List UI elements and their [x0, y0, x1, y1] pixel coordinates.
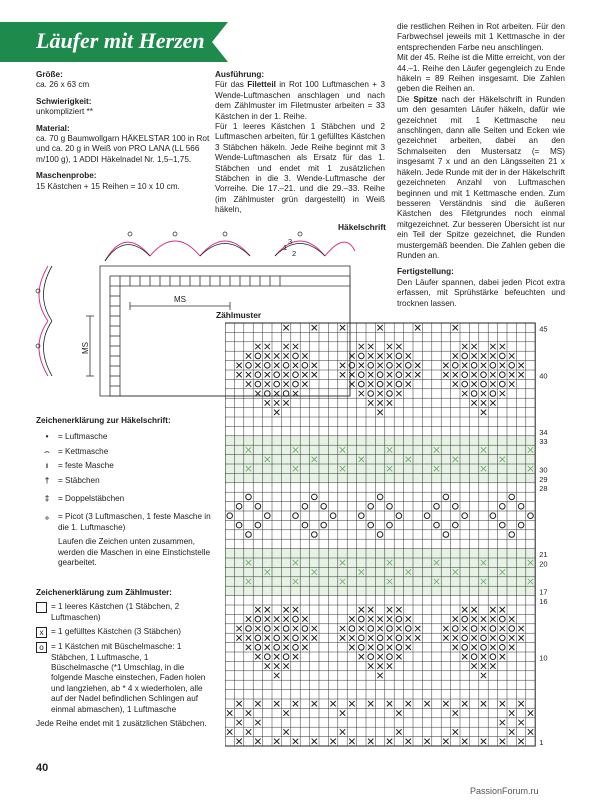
white-row-band — [225, 549, 535, 596]
instructions-label: Ausführung: — [215, 70, 265, 79]
details-section — [36, 70, 211, 198]
legend-item-sc: ı = feste Masche — [45, 461, 114, 471]
legend-item-dc: † = Stäbchen — [44, 475, 100, 485]
row-number: 33 — [539, 437, 548, 447]
watermark: PassionForum.ru — [470, 786, 539, 796]
size-label: Größe: — [36, 70, 63, 79]
material-value: ca. 70 g Baumwollgarn HÄKELSTAR 100 in Rot und ca. 20 g in Weiß von PRO LANA (LL 566 m/100 g), 1 ADDI Häkelnadel Nr. 1,5–1,75. — [36, 134, 210, 164]
page-title: Läufer mit Herzen — [36, 28, 205, 53]
counting-chart — [225, 320, 565, 760]
row-number: 1 — [539, 738, 544, 747]
row-number: 29 — [539, 474, 548, 484]
round-label-1: 1 — [283, 243, 288, 252]
instructions-continued — [397, 22, 565, 309]
legend-chart — [36, 588, 208, 729]
legend-item-empty: = 1 leeres Kästchen (1 Stäbchen, 2 Luftmaschen) — [36, 602, 208, 623]
legend-item-filled: x = 1 gefülltes Kästchen (3 Stäbchen) — [36, 627, 208, 638]
white-row-band — [225, 436, 535, 483]
row-number: 10 — [539, 653, 548, 663]
legend-item-slip: ⌢ = Kettmasche — [44, 446, 109, 456]
legend-crochet — [36, 416, 211, 568]
legend-chart-note: Jede Reihe endet mit 1 zusätzlichen Stäbchen. — [36, 719, 207, 729]
row-number: 28 — [539, 484, 548, 494]
crochet-chart-label: Häkelschrift — [338, 222, 386, 232]
round-label-2: 2 — [292, 249, 297, 258]
legend-chart-title: Zeichenerklärung zum Zählmuster: — [36, 588, 173, 597]
finishing-label: Fertigstellung: — [397, 267, 454, 277]
row-number: 45 — [539, 324, 548, 334]
finishing-text: Den Läufer spannen, dabei jeden Picot extra erfassen, mit Sprühstärke befeuchten und trocknen lassen. — [397, 277, 565, 308]
row-number: 21 — [539, 550, 548, 559]
gauge-label: Maschenprobe: — [36, 171, 97, 181]
ms-label-horizontal: MS — [174, 295, 186, 304]
legend-crochet-title: Zeichenerklärung zur Häkelschrift: — [36, 416, 171, 425]
material-label: Material: — [36, 123, 70, 133]
instructions-p1: Für das Filetteil in Rot 100 Luftmaschen + 3 Wende-Luftmaschen anschlagen und nach dem Zählmuster im Filetmuster arbeiten = 33 Kästchen in der 1. Reihe. — [215, 80, 385, 121]
instructions-p3: die restlichen Reihen in Rot arbeiten. Für den Farbwechsel jeweils mit 1 Kettmasche in der entsprechenden Farbe neu anschlingen. — [397, 22, 565, 52]
gauge-value: 15 Kästchen + 15 Reihen = 10 x 10 cm. — [36, 181, 180, 191]
row-number: 20 — [539, 559, 548, 569]
ms-label-vertical: MS — [81, 342, 90, 354]
page-number: 40 — [36, 762, 49, 774]
instructions-section — [215, 70, 385, 216]
row-number: 17 — [539, 587, 548, 597]
row-number: 30 — [539, 465, 548, 475]
row-number: 40 — [539, 371, 548, 381]
legend-crochet-note: Laufen die Zeichen unten zusammen, werden die Maschen in eine Einstichstelle gearbeitet. — [58, 537, 211, 568]
instructions-p5: Die Spitze nach der Häkelschrift in Runden um den gesamten Läufer häkeln, dafür wie gezeichnet mit 1 Kettmasche neu anschlingen, dann alle Seiten und Ecken wie gezeichnet arbeiten, dabei an den Schmalseiten den Mustersatz (= MS) insgesamt 7 x und an den Längsseiten 21 x häkeln. Jede Runde mit der in der Häkelschrift gezeichneten Anzahl von Luftmaschen beginnen und mit 1 Kettmasche enden. Zum besseren Verständnis sind die äußeren Kästchen des Filetgrundes noch einmal mitgezeichnet. Zur besseren Übersicht ist nur ein Teil der Spitze gezeichnet, die Runden mustergemäß beenden. Die Zahlen geben die Runden an. — [397, 94, 565, 260]
round-label-3: 3 — [288, 237, 293, 246]
legend-item-chain: • = Luftmasche — [45, 432, 108, 442]
row-number: 16 — [539, 597, 548, 606]
size-value: ca. 26 x 63 cm — [36, 80, 90, 90]
legend-item-picot: ₒ = Picot (3 Luftmaschen, 1 feste Masche in die 1. Luftmasche) — [45, 512, 211, 532]
instructions-p2: Für 1 leeres Kästchen 1 Stäbchen und 2 Luftmaschen arbeiten, für 1 gefülltes Kästchen 3 Stäbchen häkeln. Jede Reihe beginnt mit 3 Wende-Luftmaschen als Ersatz für das 1. Stäbchen und endet mit 1 zusätzlichen Stäbchen in die 3. Wende-Luftmasche der Vorreihe. Die 17.–21. und die 29.–33. Reihe (im Zählmuster grün dargestellt) in Weiß häkeln, — [215, 122, 385, 215]
difficulty-label: Schwierigkeit: — [36, 96, 92, 106]
legend-item-tr: ‡ = Doppelstäbchen — [44, 494, 125, 504]
row-number: 34 — [539, 427, 548, 437]
difficulty-value: unkompliziert ** — [36, 107, 93, 117]
counting-chart-label: Zählmuster — [216, 310, 262, 320]
instructions-p4: Mit der 45. Reihe ist die Mitte erreicht, von der 44.–1. Reihe den Läufer gegengleich zu Ende häkeln = 89 Reihen insgesamt. Die Zahlen geben die Reihen an. — [397, 53, 565, 94]
legend-item-cluster: o = 1 Kästchen mit Büschelmasche: 1 Stäbchen, 1 Luftmasche, 1 Büschelmasche (*1 Umschlag, in die folgende Masche einstechen, Faden holen und langziehen, ab * 4 x wiederholen, alle auf der Nadel befindlichen Schlingen auf einmal abmaschen), 1 Luftmasche — [36, 642, 208, 715]
